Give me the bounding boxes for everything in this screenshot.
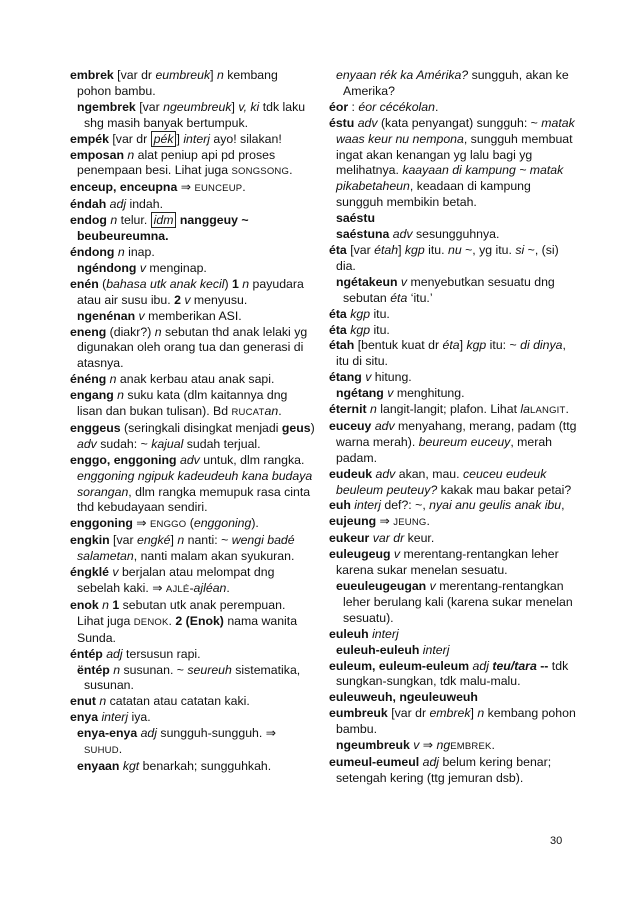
dictionary-entry: éor : éor cécékolan. (329, 99, 439, 114)
dictionary-entry: eujeung ⇒ JEUNG. (329, 514, 430, 529)
dictionary-entry: eumeul-eumeul adj belum kering benar; setengah kering (ttg jemuran dsb). (329, 754, 552, 785)
dictionary-entry: enceup, enceupna ⇒ EUNCEUP. (70, 180, 246, 195)
dictionary-entry: embrek [var dr eumbreuk] n kembang pohon bambu. (70, 68, 278, 98)
sub-entry: saéstuna adv sesungguhnya. (336, 227, 500, 242)
dictionary-entry: euceuy adv menyahang, merang, padam (ttg warna merah). beureum euceuy, merah padam. (329, 418, 577, 465)
dictionary-entry: enut n catatan atau catatan kaki. (70, 694, 250, 709)
dictionary-entry: éta kgp itu. (329, 322, 390, 337)
sub-entry: ëntép n susunan. ~ seureuh sistematika, susunan. (77, 662, 301, 693)
dictionary-entry: enya interj iya. (70, 710, 151, 725)
dictionary-entry: euleugeug v merentang-rentangkan leher karena sukar menelan sesuatu. (329, 547, 559, 578)
dictionary-entry: enggo, enggoning adv untuk, dlm rangka. enggoning ngipuk kadeudeuh kana budaya sorangan, dlm rangka memupuk rasa cinta thd kebudayaan sendiri. (70, 452, 313, 515)
dictionary-entry: eneng (diakr?) n sebutan thd anak lelaki yg digunakan oleh orang tua dan generasi di atasnya. (70, 324, 308, 371)
dictionary-entry: enggoning ⇒ ENGGO (enggoning). (70, 516, 259, 531)
left-column (70, 68, 315, 775)
sub-entry: ngétang v menghitung. (336, 386, 465, 401)
dictionary-entry: étah [bentuk kuat dr éta] kgp itu: ~ di dinya, itu di situ. (329, 338, 566, 369)
dictionary-entry: euh interj def?: ~, nyai anu geulis anak ibu, (329, 498, 565, 513)
dictionary-entry: euleuweuh, ngeuleuweuh (329, 690, 478, 705)
sub-entry: saéstu (336, 211, 375, 226)
dictionary-entry: étang v hitung. (329, 370, 412, 385)
dictionary-entry: endog n telur. idm nanggeuy ~ beubeureumna. (70, 213, 249, 244)
dictionary-entry: euleuh interj (329, 626, 399, 641)
dictionary-entry: eudeuk adv akan, mau. ceuceu eudeuk beuleum peuteuy? kakak mau bakar petai? (329, 466, 572, 497)
dictionary-entry: euleum, euleum-euleum adj teu/tara -- tdk sungkan-sungkan, tdk malu-malu. (329, 658, 569, 689)
right-column (329, 68, 579, 787)
sub-entry: ngeumbreuk v ⇒ ngEMBREK. (336, 738, 495, 753)
dictionary-entry: éternit n langit-langit; plafon. Lihat laLANGIT. (329, 402, 569, 417)
sub-entry: enyaan kgt benarkah; sungguhkah. (77, 758, 272, 773)
sub-entry: ngétakeun v menyebutkan sesuatu dng sebutan éta ‘itu.’ (336, 274, 555, 305)
sub-entry: eueuleugeugan v merentang-rentangkan leher berulang kali (karena sukar menelan sesuatu). (336, 579, 573, 625)
sub-entry: enyaan rék ka Amérika? sungguh, akan ke Amerika? (336, 68, 569, 98)
dictionary-entry: enggeus (seringkali disingkat menjadi geus) adv sudah: ~ kajual sudah terjual. (70, 420, 315, 451)
dictionary-entry: énéng n anak kerbau atau anak sapi. (70, 372, 275, 387)
dictionary-entry: éngklé v berjalan atau melompat dng sebelah kaki. ⇒ AJLÉ-ajléan. (70, 565, 275, 595)
dictionary-entry: eukeur var dr keur. (329, 531, 435, 546)
dictionary-entry: engang n suku kata (dlm kaitannya dng lisan dan bukan tulisan). Bd RUCATan. (70, 388, 288, 419)
dictionary-entry: eumbreuk [var dr embrek] n kembang pohon bambu. (329, 706, 576, 737)
dictionary-entry: éta [var étah] kgp itu. nu ~, yg itu. si ~, (si) dia. (329, 242, 559, 273)
dictionary-entry: éndah adj indah. (70, 197, 163, 212)
sub-entry: ngéndong v menginap. (77, 260, 207, 275)
dictionary-entry: enok n 1 sebutan utk anak perempuan. Lihat juga DENOK. 2 (Enok) nama wanita Sunda. (70, 597, 298, 645)
sub-entry: enya-enya adj sungguh-sungguh. ⇒ SUHUD. (77, 726, 277, 757)
page-number: 30 (550, 835, 563, 847)
dictionary-entry: éstu adv (kata penyangat) sungguh: ~ matak waas keur nu nempona, sungguh membuat ingat akan kenangan yg lalu bagi yg melihatnya. kaayaan di kampung ~ matak pikabetaheun, keadaan di kampung sungguh membikin betah. (329, 115, 575, 210)
dictionary-entry: éndong n inap. (70, 244, 155, 259)
dictionary-entry: enén (bahasa utk anak kecil) 1 n payudara atau air susu ibu. 2 v menyusu. (70, 276, 304, 307)
dictionary-entry: engkin [var engké] n nanti: ~ wengi badé salametan, nanti malam akan syukuran. (70, 533, 295, 564)
dictionary-entry: éta kgp itu. (329, 306, 390, 321)
dictionary-entry: emposan n alat peniup api pd proses penempaan besi. Lihat juga SONGSONG. (70, 147, 293, 178)
dictionary-entry: empék [var dr pék ] interj ayo! silakan! (70, 131, 282, 146)
sub-entry: ngembrek [var ngeumbreuk] v, ki tdk laku shg masih banyak bertumpuk. (77, 99, 306, 130)
dictionary-entry: éntép adj tersusun rapi. (70, 646, 201, 661)
sub-entry: euleuh-euleuh interj (336, 642, 450, 657)
sub-entry: ngenénan v memberikan ASI. (77, 308, 242, 323)
